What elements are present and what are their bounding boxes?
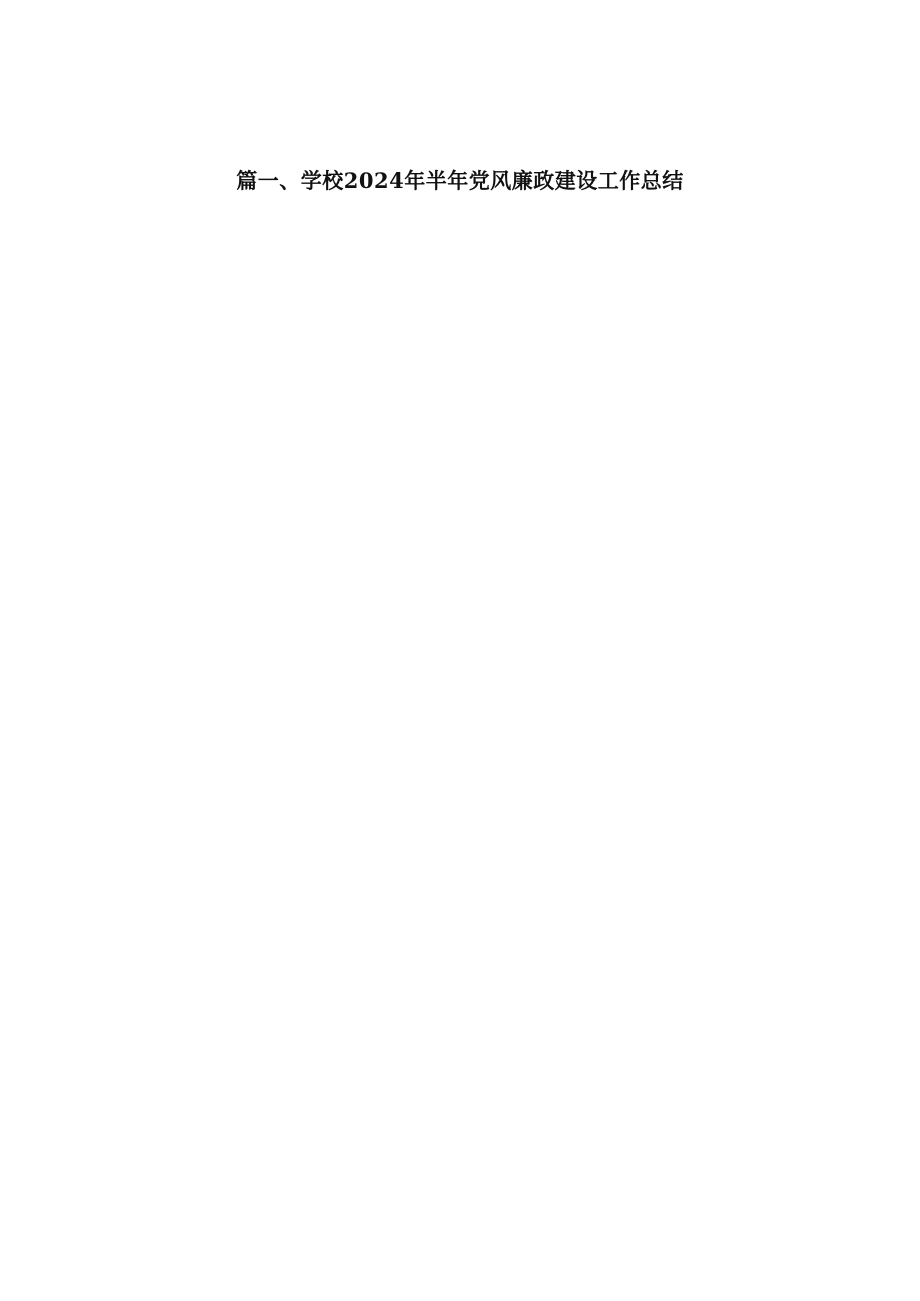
document-title: 篇一、学校2024年半年党风廉政建设工作总结 (236, 168, 684, 193)
